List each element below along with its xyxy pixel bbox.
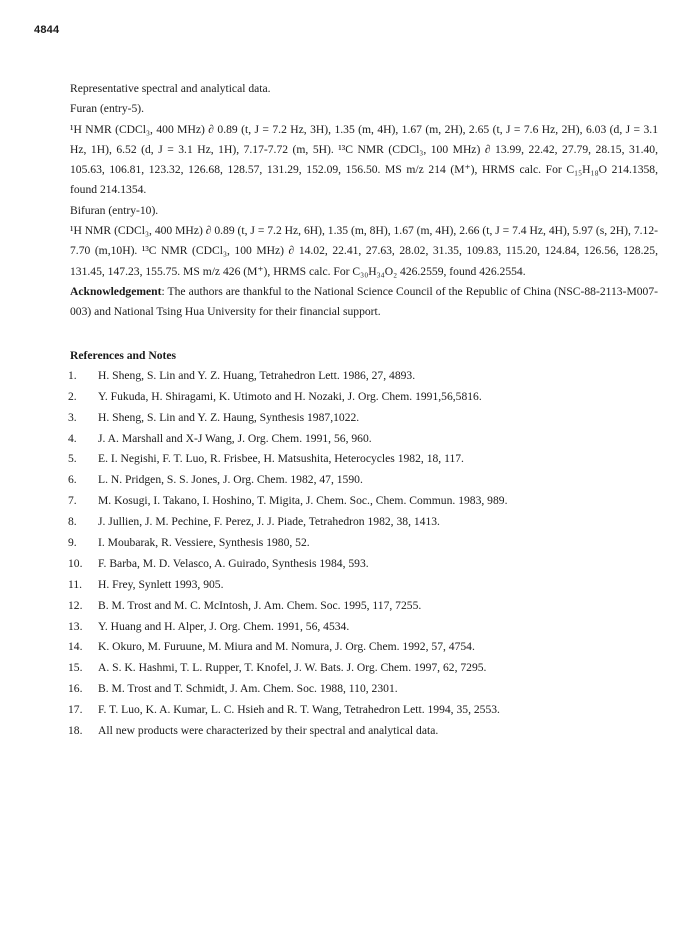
- reference-number: 18.: [68, 724, 83, 737]
- references-list: [70, 366, 658, 742]
- reference-text: K. Okuro, M. Furuune, M. Miura and M. Nomura, J. Org. Chem. 1992, 57, 4754.: [98, 640, 475, 654]
- reference-number: 17.: [68, 703, 83, 717]
- reference-item: [70, 554, 658, 575]
- reference-item: [70, 429, 658, 450]
- reference-text: All new products were characterized by their spectral and analytical data.: [98, 724, 439, 737]
- reference-number: 10.: [68, 556, 83, 570]
- reference-text: I. Moubarak, R. Vessiere, Synthesis 1980, 52.: [98, 535, 310, 549]
- section-spacer: [70, 323, 658, 346]
- reference-number: 1.: [68, 368, 77, 382]
- reference-number: 15.: [68, 661, 83, 675]
- reference-item: [70, 449, 658, 470]
- reference-item: [70, 387, 658, 408]
- reference-number: 12.: [68, 598, 83, 612]
- furan-spectral-text: ¹H NMR (CDCl₃, 400 MHz) ∂ 0.89 (t, J = 7.2 Hz, 3H), 1.35 (m, 4H), 1.67 (m, 2H), 2.65 (t, J = 7.6 Hz, 2H), 6.03 (d, J = 3.1 Hz, 1H), 6.52 (d, J = 3.1 Hz, 1H), 7.17-7.72 (m, 5H). ¹³C NMR (CDCl₃, 100 MHz) ∂ 13.99, 22.42, 27.79, 28.15, 31.40, 105.63, 106.81, 123.32, 126.68, 128.57, 131.29, 152.09, 156.50. MS m/z 214 (M⁺), HRMS calc. For C₁₅H₁₈O 214.1358, found 214.1354.: [70, 122, 658, 197]
- reference-text: E. I. Negishi, F. T. Luo, R. Frisbee, H. Matsushita, Heterocycles 1982, 18, 117.: [98, 452, 464, 466]
- reference-item: [70, 617, 658, 638]
- reference-number: 8.: [68, 515, 77, 529]
- reference-text: Y. Fukuda, H. Shiragami, K. Utimoto and H. Nozaki, J. Org. Chem. 1991,56,5816.: [98, 389, 482, 403]
- page-number: 4844: [34, 24, 60, 36]
- reference-text: F. T. Luo, K. A. Kumar, L. C. Hsieh and R. T. Wang, Tetrahedron Lett. 1994, 35, 2553.: [98, 703, 500, 717]
- reference-item: [70, 596, 658, 617]
- acknowledgement: [70, 282, 658, 323]
- reference-number: 16.: [68, 682, 83, 696]
- spectral-data-heading: Representative spectral and analytical data.: [70, 82, 271, 95]
- references-heading: References and Notes: [70, 348, 177, 362]
- reference-text: Y. Huang and H. Alper, J. Org. Chem. 1991, 56, 4534.: [98, 619, 350, 633]
- reference-number: 9.: [68, 535, 77, 549]
- reference-item: [70, 470, 658, 491]
- reference-number: 2.: [68, 389, 77, 403]
- bifuran-label: Bifuran (entry-10).: [70, 203, 159, 217]
- reference-number: 13.: [68, 619, 83, 633]
- reference-text: H. Frey, Synlett 1993, 905.: [98, 577, 224, 591]
- reference-item: [70, 366, 658, 387]
- reference-item: [70, 700, 658, 721]
- reference-number: 4.: [68, 431, 77, 445]
- reference-number: 14.: [68, 640, 83, 654]
- reference-item: [70, 658, 658, 679]
- bifuran-spectral-text: ¹H NMR (CDCl₃, 400 MHz) ∂ 0.89 (t, J = 7.2 Hz, 6H), 1.35 (m, 8H), 1.67 (m, 4H), 2.66 (t, J = 7.4 Hz, 4H), 5.97 (s, 2H), 7.12-7.70 (m,10H). ¹³C NMR (CDCl₃, 100 MHz) ∂ 14.02, 22.41, 27.63, 28.02, 31.35, 109.83, 115.20, 124.84, 126.56, 128.25, 131.45, 147.23, 155.75. MS m/z 426 (M⁺), HRMS calc. For C₃₀H₃₄O₂ 426.2559, found 426.2554.: [70, 224, 658, 278]
- reference-text: H. Sheng, S. Lin and Y. Z. Huang, Tetrahedron Lett. 1986, 27, 4893.: [98, 368, 416, 382]
- page-body: [70, 79, 658, 742]
- reference-item: [70, 575, 658, 596]
- acknowledgement-text: : The authors are thankful to the National Science Council of the Republic of China (NSC-88-2113-M007-003) and National Tsing Hua University for their financial support.: [70, 284, 658, 319]
- furan-label: Furan (entry-5).: [70, 102, 145, 116]
- reference-text: B. M. Trost and T. Schmidt, J. Am. Chem. Soc. 1988, 110, 2301.: [98, 682, 398, 696]
- reference-item: [70, 637, 658, 658]
- reference-item: [70, 533, 658, 554]
- reference-text: L. N. Pridgen, S. S. Jones, J. Org. Chem. 1982, 47, 1590.: [98, 473, 363, 487]
- reference-item: [70, 721, 658, 742]
- reference-item: [70, 491, 658, 512]
- reference-number: 6.: [68, 473, 77, 487]
- reference-number: 3.: [68, 410, 77, 424]
- reference-text: M. Kosugi, I. Takano, I. Hoshino, T. Migita, J. Chem. Soc., Chem. Commun. 1983, 989.: [98, 494, 508, 508]
- reference-text: H. Sheng, S. Lin and Y. Z. Haung, Synthesis 1987,1022.: [98, 410, 360, 424]
- acknowledgement-label: Acknowledgement: [70, 284, 162, 298]
- reference-text: F. Barba, M. D. Velasco, A. Guirado, Synthesis 1984, 593.: [98, 556, 369, 570]
- reference-number: 11.: [68, 577, 83, 591]
- reference-text: B. M. Trost and M. C. McIntosh, J. Am. Chem. Soc. 1995, 117, 7255.: [98, 598, 422, 612]
- reference-item: [70, 408, 658, 429]
- reference-item: [70, 512, 658, 533]
- reference-text: A. S. K. Hashmi, T. L. Rupper, T. Knofel, J. W. Bats. J. Org. Chem. 1997, 62, 7295.: [98, 661, 487, 675]
- reference-item: [70, 679, 658, 700]
- reference-number: 5.: [68, 452, 77, 466]
- reference-text: J. Jullien, J. M. Pechine, F. Perez, J. J. Piade, Tetrahedron 1982, 38, 1413.: [98, 515, 440, 529]
- reference-number: 7.: [68, 494, 77, 508]
- reference-text: J. A. Marshall and X-J Wang, J. Org. Chem. 1991, 56, 960.: [98, 431, 372, 445]
